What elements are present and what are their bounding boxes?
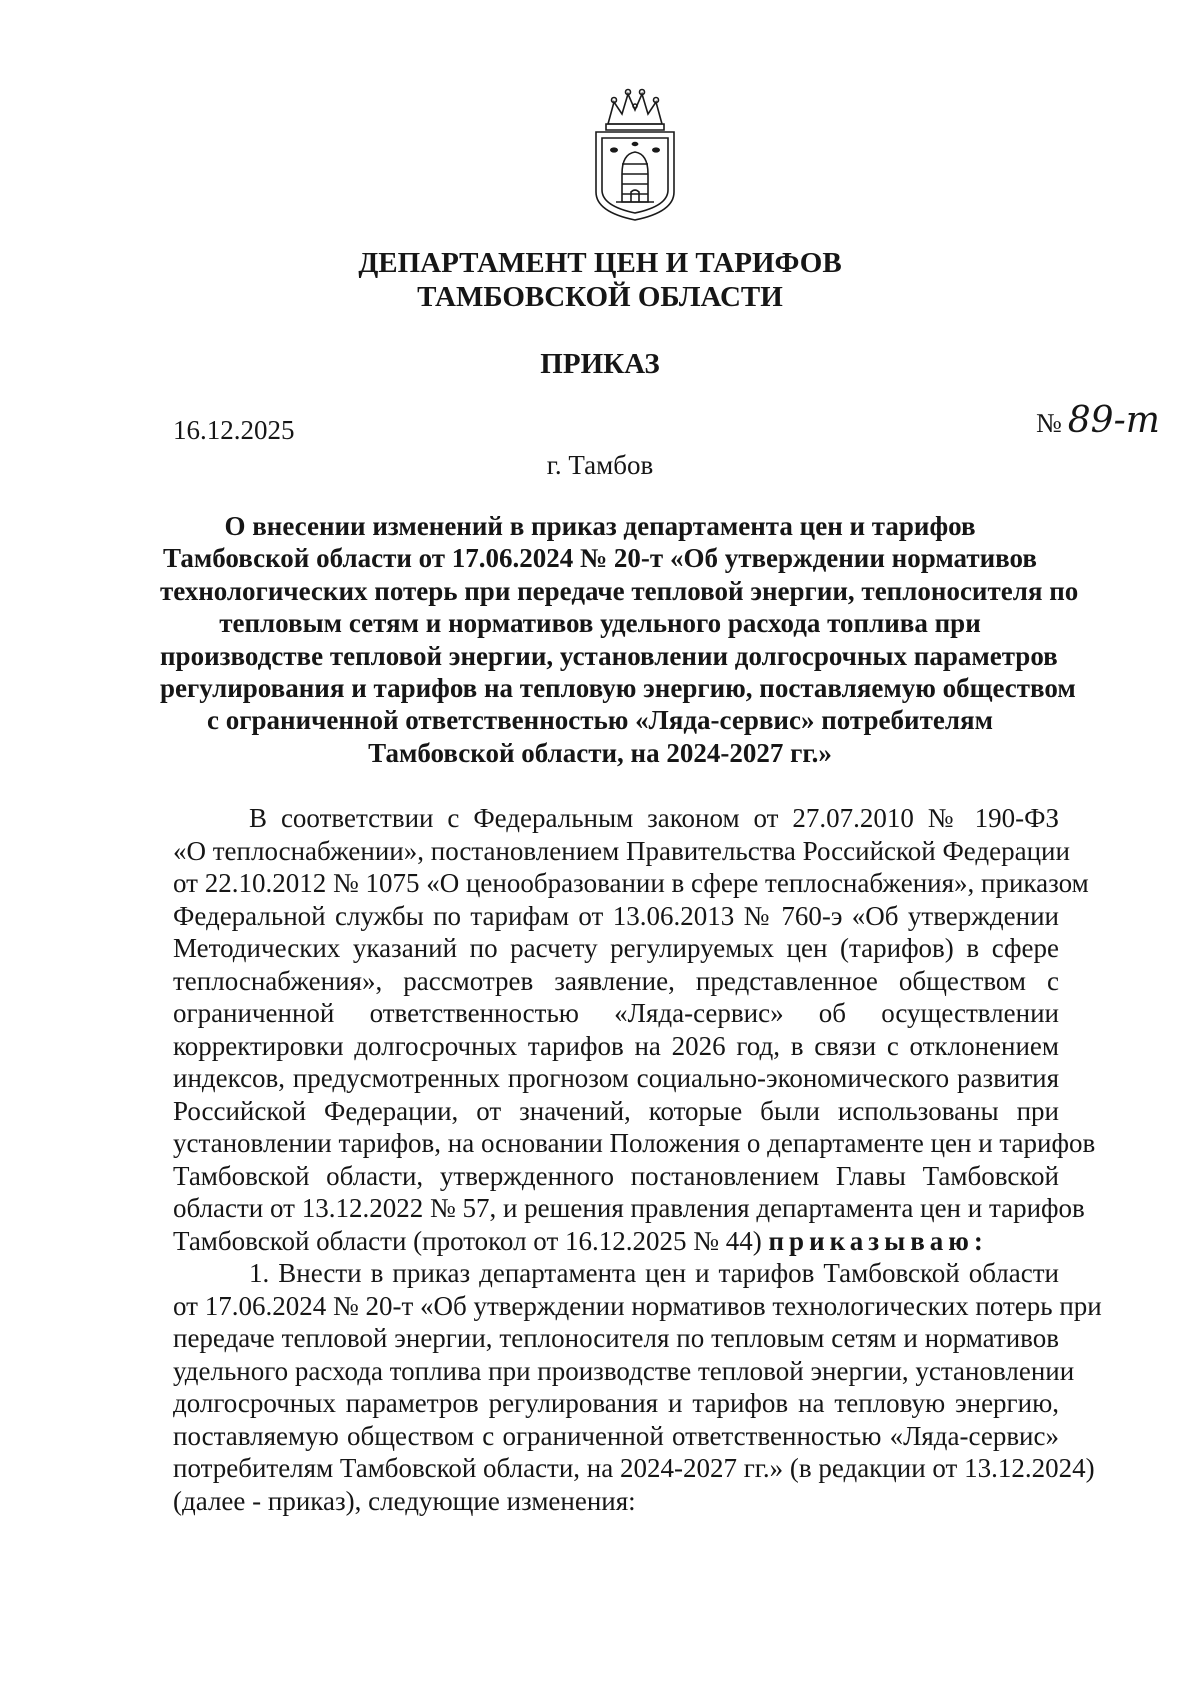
item1-line: удельного расхода топлива при производстве тепловой энергии, установлении	[173, 1355, 1075, 1386]
tambov-coat-of-arms-icon	[580, 84, 690, 224]
number-sign: №	[1036, 408, 1062, 438]
title-line: Тамбовской области от 17.06.2024 № 20-т «Об утверждении нормативов	[163, 543, 1037, 574]
handwritten-number: 89-т	[1067, 400, 1160, 441]
title-line: Тамбовской области, на 2024-2027 гг.»	[368, 737, 832, 768]
preamble-line: от 22.10.2012 № 1075 «О ценообразовании в сфере теплоснабжения», приказом	[173, 868, 1089, 898]
title-line: технологических потерь при передаче тепловой энергии, теплоносителя по	[160, 575, 1079, 606]
department-line-1: ДЕПАРТАМЕНТ ЦЕН И ТАРИФОВ	[358, 247, 842, 279]
preamble-line: В соответствии с Федеральным законом от 27.07.2010 № 190-ФЗ	[249, 803, 1059, 833]
preamble-final-text: Тамбовской области (протокол от 16.12.2025 № 44)	[173, 1225, 769, 1256]
preamble-line: Российской Федерации, от значений, которые были использованы при	[173, 1095, 1059, 1126]
preamble-line: теплоснабжения», рассмотрев заявление, представленное обществом с	[173, 965, 1059, 996]
preamble-line: области от 13.12.2022 № 57, и решения правления департамента цен и тарифов	[173, 1193, 1085, 1223]
item1-line: (далее - приказ), следующие изменения:	[173, 1485, 636, 1516]
preamble-line: индексов, предусмотренных прогнозом социально-экономического развития	[173, 1063, 1059, 1093]
item1-line: поставляемую обществом с ограниченной ответственностью «Ляда-сервис»	[173, 1420, 1059, 1451]
title-line: с ограниченной ответственностью «Ляда-сервис» потребителям	[207, 705, 993, 736]
item1-line: потребителям Тамбовской области, на 2024-2027 гг.» (в редакции от 13.12.2024)	[173, 1453, 1095, 1483]
preamble-line: Тамбовской области, утвержденного постановлением Главы Тамбовской	[173, 1160, 1059, 1191]
order-number	[1036, 400, 1160, 441]
preamble-line: «О теплоснабжении», постановлением Правительства Российской Федерации	[173, 835, 1070, 866]
order-verb-colon: :	[973, 1225, 983, 1256]
preamble-line: установлении тарифов, на основании Положения о департаменте цен и тарифов	[173, 1128, 1096, 1158]
preamble-line: Федеральной службы по тарифам от 13.06.2013 № 760-э «Об утверждении	[173, 900, 1059, 931]
order-date: 16.12.2025	[173, 415, 295, 445]
item1-line: 1. Внести в приказ департамента цен и тарифов Тамбовской области	[249, 1258, 1059, 1288]
preamble-line: ограниченной ответственностью «Ляда-сервис» об осуществлении	[173, 998, 1059, 1028]
title-line: регулирования и тарифов на тепловую энергию, поставляемую обществом	[160, 673, 1076, 704]
item1-line: от 17.06.2024 № 20-т «Об утверждении нормативов технологических потерь при	[173, 1290, 1102, 1321]
preamble-final-line	[173, 1225, 1059, 1258]
order-body	[173, 802, 1102, 1517]
item1-line: долгосрочных параметров регулирования и тарифов на тепловую энергию,	[173, 1388, 1059, 1418]
order-verb: приказываю	[768, 1225, 974, 1256]
title-line: О внесении изменений в приказ департамента цен и тарифов	[224, 511, 976, 541]
preamble-line: корректировки долгосрочных тарифов на 2026 год, в связи с отклонением	[173, 1030, 1059, 1061]
department-name	[0, 246, 1200, 314]
order-title	[160, 510, 1079, 769]
document-type: ПРИКАЗ	[540, 348, 660, 380]
department-line-2: ТАМБОВСКОЙ ОБЛАСТИ	[417, 281, 783, 313]
title-line: тепловым сетям и нормативов удельного расхода топлива при	[219, 608, 981, 639]
preamble-line: Методических указаний по расчету регулируемых цен (тарифов) в сфере	[173, 933, 1059, 963]
item1-line: передаче тепловой энергии, теплоносителя по тепловым сетям и нормативов	[173, 1323, 1059, 1353]
city: г. Тамбов	[546, 450, 654, 480]
title-line: производстве тепловой энергии, установлении долгосрочных параметров	[160, 640, 1058, 671]
